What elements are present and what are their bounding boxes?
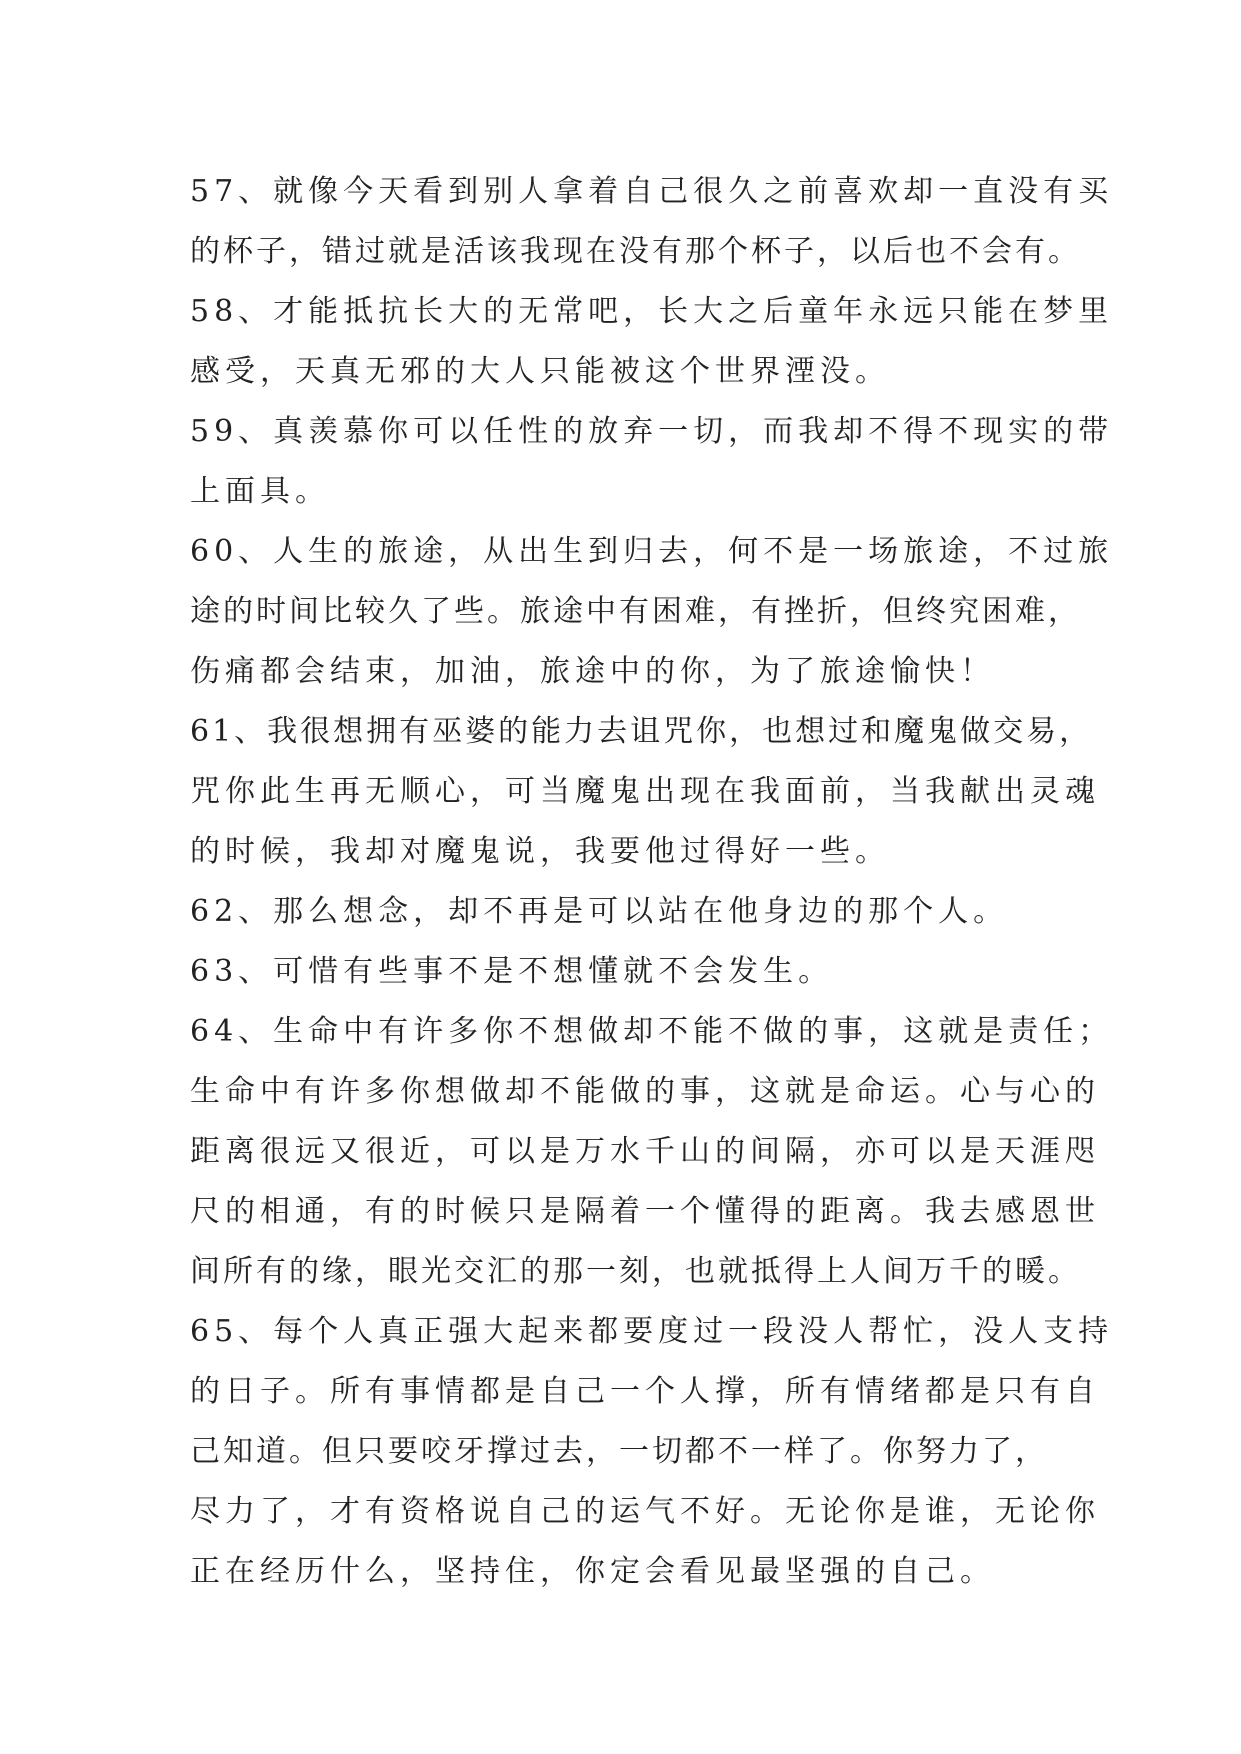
text-line: 己知道。但只要咬牙撑过去，一切都不一样了。你努力了， (190, 1434, 1048, 1469)
text-line: 62、那么想念，却不再是可以站在他身边的那个人。 (190, 894, 1009, 929)
text-line: 60、人生的旅途，从出生到归去，何不是一场旅途，不过旅 (190, 534, 1114, 569)
text-line: 距离很远又很近，可以是万水千山的间隔，亦可以是天涯咫 (190, 1134, 1100, 1169)
text-line: 的杯子，错过就是活该我现在没有那个杯子，以后也不会有。 (190, 234, 1081, 269)
document-body (190, 162, 1114, 1602)
text-line: 的时候，我却对魔鬼说，我要他过得好一些。 (190, 834, 890, 869)
text-line: 64、生命中有许多你不想做却不能不做的事，这就是责任； (190, 1014, 1114, 1049)
text-line: 正在经历什么，坚持住，你定会看见最坚强的自己。 (190, 1554, 995, 1589)
text-line: 生命中有许多你想做却不能做的事，这就是命运。心与心的 (190, 1074, 1100, 1109)
text-line: 间所有的缘，眼光交汇的那一刻，也就抵得上人间万千的暖。 (190, 1254, 1081, 1289)
text-line: 63、可惜有些事不是不想懂就不会发生。 (190, 954, 834, 989)
text-line: 61、我很想拥有巫婆的能力去诅咒你，也想过和魔鬼做交易， (190, 714, 1093, 749)
text-line: 咒你此生再无顺心，可当魔鬼出现在我面前，当我献出灵魂 (190, 774, 1100, 809)
text-line: 上面具。 (190, 474, 330, 509)
text-line: 的日子。所有事情都是自己一个人撑，所有情绪都是只有自 (190, 1374, 1100, 1409)
text-line: 途的时间比较久了些。旅途中有困难，有挫折，但终究困难， (190, 594, 1081, 629)
text-line: 尽力了，才有资格说自己的运气不好。无论你是谁，无论你 (190, 1494, 1100, 1529)
text-line: 尺的相通，有的时候只是隔着一个懂得的距离。我去感恩世 (190, 1194, 1100, 1229)
text-line: 57、就像今天看到别人拿着自己很久之前喜欢却一直没有买 (190, 174, 1114, 209)
text-line: 58、才能抵抗长大的无常吧，长大之后童年永远只能在梦里 (190, 294, 1114, 329)
text-line: 伤痛都会结束，加油，旅途中的你，为了旅途愉快！ (190, 654, 995, 689)
text-line: 59、真羡慕你可以任性的放弃一切，而我却不得不现实的带 (190, 414, 1114, 449)
text-line: 感受，天真无邪的大人只能被这个世界湮没。 (190, 354, 890, 389)
text-line: 65、每个人真正强大起来都要度过一段没人帮忙，没人支持 (190, 1314, 1114, 1349)
